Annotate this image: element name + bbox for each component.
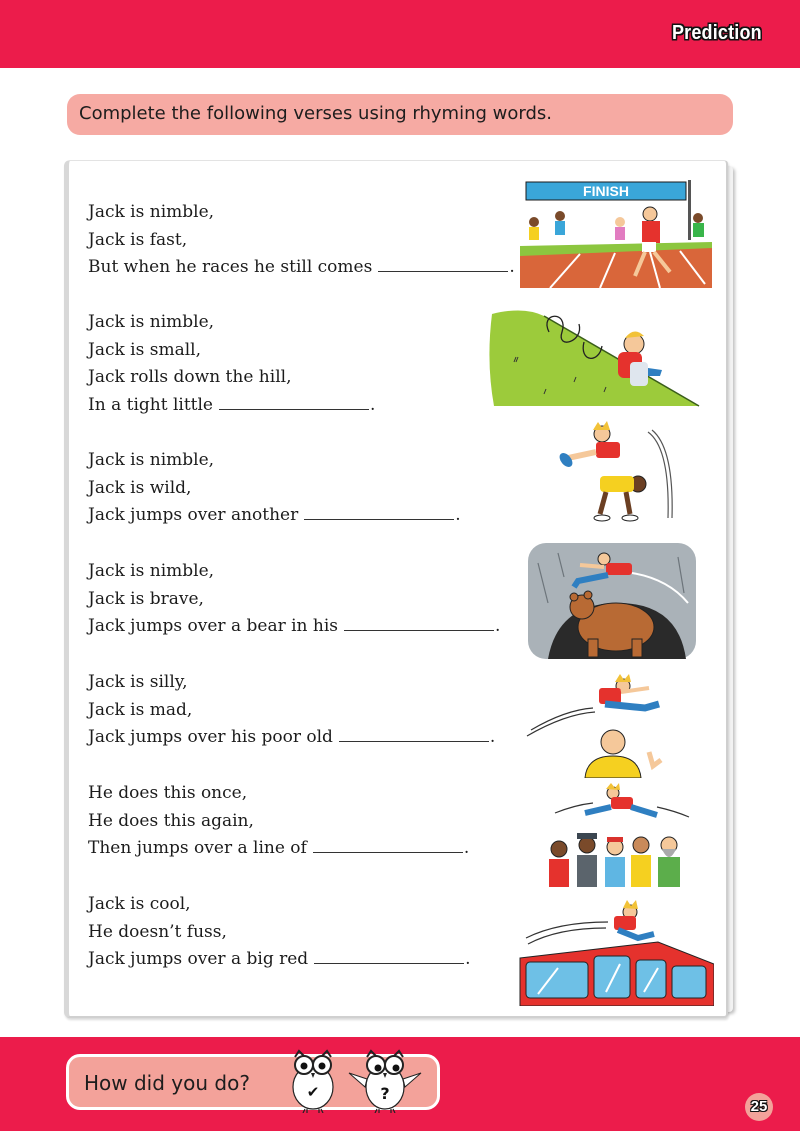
verse-3	[88, 447, 461, 530]
verse-line: Jack rolls down the hill,	[88, 367, 292, 387]
rolling-hill-illustration	[484, 302, 710, 410]
period: .	[495, 616, 501, 636]
prompt-text: In a tight little	[88, 394, 213, 415]
answer-blank[interactable]	[339, 729, 489, 742]
verse-6	[88, 780, 469, 863]
period: .	[369, 394, 376, 415]
verse-line: He does this once,	[88, 783, 248, 803]
answer-blank[interactable]	[304, 507, 454, 520]
verse-line: Jack is brave,	[88, 588, 204, 609]
period: .	[455, 505, 461, 525]
verse-line: Jack is nimble,	[88, 202, 215, 222]
verse-7	[88, 891, 471, 974]
crowd	[549, 833, 680, 887]
verse-prompt-line	[88, 724, 495, 752]
period: .	[489, 727, 496, 747]
verse-prompt-line	[88, 254, 515, 282]
instruction-banner	[67, 94, 733, 135]
verse-line: He doesn’t fuss,	[88, 921, 227, 942]
prompt-text: Jack jumps over another	[88, 505, 299, 525]
header-band	[0, 0, 800, 68]
verse-4	[88, 558, 500, 641]
bear-cave-illustration	[528, 543, 696, 659]
verse-line: Jack is cool,	[88, 894, 191, 914]
prompt-text: Jack jumps over a big red	[88, 949, 309, 969]
leapfrog-illustration	[530, 418, 700, 528]
prompt-text: But when he races he still comes	[88, 257, 373, 277]
prompt-text: Then jumps over a line of	[88, 838, 307, 858]
verse-prompt-line	[88, 392, 375, 420]
verse-1	[88, 199, 515, 282]
answer-blank[interactable]	[344, 618, 494, 631]
period: .	[509, 257, 515, 277]
self-check-box	[66, 1054, 440, 1110]
verse-line: Jack is nimble,	[88, 450, 215, 470]
question-symbol: ?	[380, 1084, 390, 1103]
verse-prompt-line	[88, 502, 461, 530]
verse-line: Jack is mad,	[88, 699, 193, 720]
verse-line: Jack is silly,	[88, 672, 188, 692]
period: .	[465, 949, 471, 969]
verse-5	[88, 669, 495, 752]
verse-2	[88, 309, 375, 419]
jumping-over-dad-illustration	[525, 670, 695, 778]
answer-blank[interactable]	[219, 397, 369, 410]
prompt-text: Jack jumps over his poor old	[88, 727, 333, 747]
verse-line: Jack is fast,	[88, 229, 188, 250]
page-number: 25	[745, 1093, 773, 1121]
owl-question-icon[interactable]	[347, 1047, 423, 1113]
red-bus-illustration	[518, 898, 714, 1006]
section-title: Prediction	[672, 22, 762, 44]
verse-prompt-line	[88, 835, 469, 863]
period: .	[463, 838, 470, 858]
verse-prompt-line	[88, 946, 471, 974]
answer-blank[interactable]	[313, 840, 463, 853]
race-finish-illustration	[520, 176, 712, 288]
prompt-text: Jack jumps over a bear in his	[88, 616, 339, 636]
line-of-men-illustration	[545, 783, 690, 887]
verse-line: Jack is small,	[88, 339, 201, 360]
verse-line: Jack is nimble,	[88, 561, 215, 581]
self-check-label: How did you do?	[84, 1071, 250, 1095]
instruction-text: Complete the following verses using rhyming words.	[79, 103, 552, 124]
answer-blank[interactable]	[314, 951, 464, 964]
verse-line: Jack is wild,	[88, 477, 192, 498]
finish-banner-text: FINISH	[583, 183, 629, 199]
owl-check-icon[interactable]	[281, 1047, 345, 1113]
check-symbol: ✔	[306, 1083, 320, 1101]
answer-blank[interactable]	[378, 259, 508, 272]
verse-prompt-line	[88, 613, 500, 641]
verse-line: He does this again,	[88, 810, 254, 831]
verse-line: Jack is nimble,	[88, 312, 215, 332]
